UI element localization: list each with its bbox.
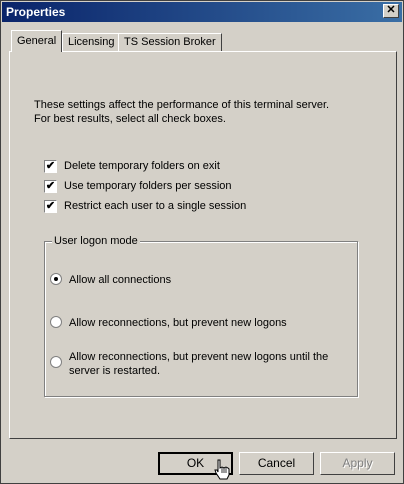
tab-ts-session-broker[interactable] — [118, 33, 222, 51]
delete-temp-folders-label: Delete temporary folders on exit — [64, 160, 220, 172]
tab-ts-session-broker-label: TS Session Broker — [124, 36, 216, 48]
tab-general-label: General — [17, 35, 57, 47]
allow-all-connections-label: Allow all connections — [69, 274, 172, 286]
allow-reconnections-radio[interactable] — [50, 316, 62, 328]
temp-folders-per-session-checkbox[interactable] — [44, 180, 57, 193]
temp-folders-per-session-label: Use temporary folders per session — [64, 180, 232, 192]
mouse-pointer-icon — [213, 459, 233, 481]
single-session-label: Restrict each user to a single session — [64, 200, 247, 212]
allow-reconnections-until-restart-radio[interactable] — [50, 356, 62, 368]
tab-general[interactable] — [11, 30, 62, 52]
checkmark-icon: ✔ — [45, 200, 56, 212]
radio-selected-dot — [54, 277, 58, 281]
allow-all-connections-radio[interactable] — [50, 273, 62, 285]
checkmark-icon: ✔ — [45, 160, 56, 172]
allow-reconnections-label: Allow reconnections, but prevent new logons — [69, 317, 287, 329]
delete-temp-folders-checkbox[interactable] — [44, 160, 57, 173]
apply-button: Apply — [320, 452, 395, 475]
window-title: Properties — [6, 5, 66, 19]
tab-licensing[interactable] — [62, 33, 120, 51]
option-3-line-1: Allow reconnections, but prevent new logons until the — [69, 351, 329, 363]
cancel-button[interactable]: Cancel — [239, 452, 314, 475]
checkmark-icon: ✔ — [45, 180, 56, 192]
description-line-2: For best results, select all check boxes. — [34, 113, 226, 125]
allow-reconnections-until-restart-label — [69, 350, 349, 378]
user-logon-mode-label: User logon mode — [54, 235, 138, 247]
single-session-checkbox[interactable] — [44, 200, 57, 213]
settings-description — [34, 98, 364, 126]
option-3-line-2: server is restarted. — [69, 365, 161, 377]
title-bar[interactable] — [2, 2, 402, 22]
close-icon: ✕ — [386, 4, 396, 16]
close-button[interactable] — [383, 4, 399, 18]
description-line-1: These settings affect the performance of this terminal server. — [34, 99, 330, 111]
tab-licensing-label: Licensing — [68, 36, 115, 48]
ok-button[interactable]: OK — [158, 452, 233, 475]
